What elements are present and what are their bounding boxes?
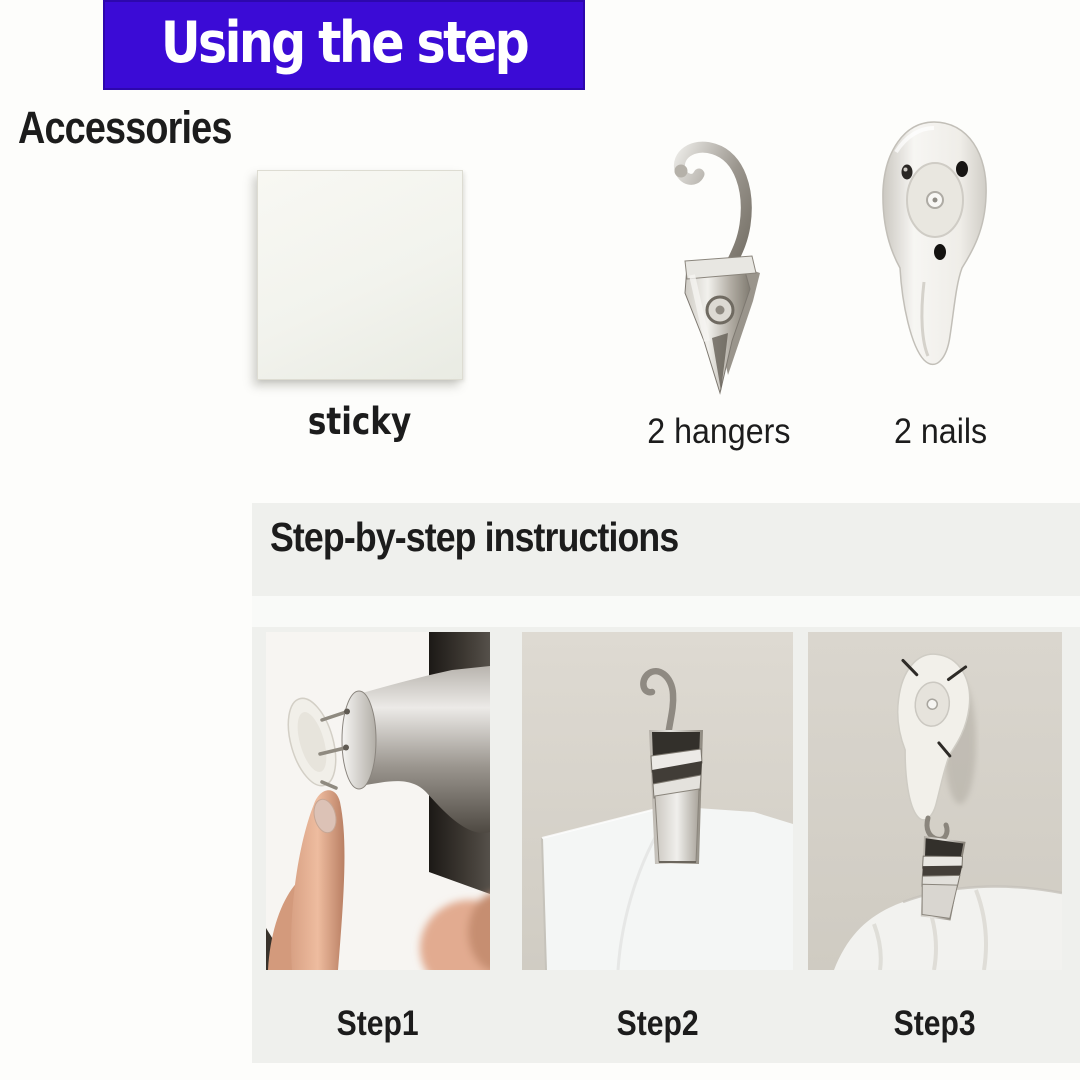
nail-hook-image [862,106,1007,384]
hangers-label: 2 hangers [647,412,791,451]
step1-photo [266,632,490,970]
instructions-heading: Step-by-step instructions [270,514,679,560]
panel-highlight-band [252,596,1080,627]
sticky-pad-image [257,170,463,380]
step2-photo [522,632,793,970]
accessories-heading: Accessories [18,102,232,153]
step3-illustration [808,632,1062,970]
title-banner [103,0,585,90]
step1-label: Step1 [337,1004,419,1043]
page-title: Using the step [160,10,528,76]
step3-label: Step3 [894,1004,976,1043]
step3-photo [808,632,1062,970]
nails-label: 2 nails [894,412,988,451]
step2-illustration [522,632,793,970]
hanger-clip-image [640,103,798,398]
step2-label: Step2 [616,1004,699,1043]
sticky-label: sticky [308,400,412,443]
step1-illustration [266,632,490,970]
